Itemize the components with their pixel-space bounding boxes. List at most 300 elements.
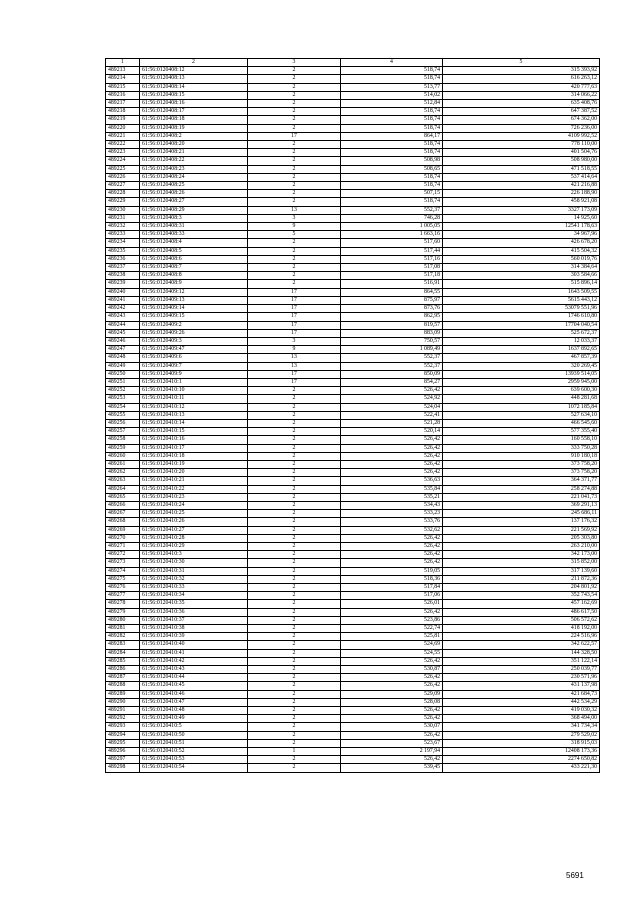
- table-cell: 560 019,76: [443, 255, 600, 263]
- table-cell: 318 915,03: [443, 739, 600, 747]
- table-cell: 250 039,77: [443, 666, 600, 674]
- table-row: [106, 501, 600, 509]
- table-cell: 61:56:0120408:23: [140, 165, 248, 173]
- table-row: [106, 411, 600, 419]
- table-cell: 9: [248, 346, 341, 354]
- table-cell: 526,42: [341, 756, 443, 764]
- table-cell: 61:56:0120410:16: [140, 436, 248, 444]
- table-cell: 2: [248, 469, 341, 477]
- table-cell: 489291: [106, 707, 140, 715]
- table-cell: 489217: [106, 100, 140, 108]
- table-cell: 17: [248, 132, 341, 140]
- table-cell: 518,36: [341, 575, 443, 583]
- table-cell: 526,42: [341, 387, 443, 395]
- table-cell: 489258: [106, 436, 140, 444]
- table-cell: 528,08: [341, 698, 443, 706]
- table-cell: 2: [248, 584, 341, 592]
- table-cell: 17: [248, 321, 341, 329]
- table-cell: 489248: [106, 354, 140, 362]
- table-cell: 489232: [106, 223, 140, 231]
- table-cell: 61:56:0120410:1: [140, 378, 248, 386]
- table-cell: 1 005,05: [341, 223, 443, 231]
- table-cell: 2: [248, 526, 341, 534]
- table-row: [106, 567, 600, 575]
- table-cell: 61:56:0120409:26: [140, 329, 248, 337]
- table-cell: 61:56:0120408:19: [140, 124, 248, 132]
- table-cell: 17: [248, 313, 341, 321]
- table-cell: 61:56:0120410:10: [140, 387, 248, 395]
- table-cell: 13: [248, 354, 341, 362]
- table-cell: 2: [248, 723, 341, 731]
- table-cell: 489239: [106, 280, 140, 288]
- table-cell: 61:56:0120410:25: [140, 510, 248, 518]
- table-cell: 61:56:0120410:46: [140, 690, 248, 698]
- table-cell: 489297: [106, 756, 140, 764]
- table-cell: 137 176,32: [443, 518, 600, 526]
- table-cell: 489270: [106, 534, 140, 542]
- table-cell: 61:56:0120410:30: [140, 559, 248, 567]
- table-cell: 533,23: [341, 510, 443, 518]
- table-cell: 864,55: [341, 288, 443, 296]
- table-row: [106, 542, 600, 550]
- table-cell: 674 362,00: [443, 116, 600, 124]
- table-cell: 526,42: [341, 444, 443, 452]
- table-cell: 1072 185,84: [443, 403, 600, 411]
- table-cell: 2: [248, 100, 341, 108]
- table-cell: 314 384,64: [443, 264, 600, 272]
- page-number: 5691: [566, 871, 584, 880]
- table-cell: 61:56:0120408:15: [140, 91, 248, 99]
- table-body: [106, 67, 600, 772]
- table-cell: 3: [248, 214, 341, 222]
- table-cell: 489247: [106, 346, 140, 354]
- table-cell: 61:56:0120408:5: [140, 247, 248, 255]
- header-cell-4: 4: [341, 59, 443, 67]
- table-cell: 489294: [106, 731, 140, 739]
- header-cell-2: 2: [140, 59, 248, 67]
- table-cell: 2: [248, 452, 341, 460]
- table-row: [106, 182, 600, 190]
- table-row: [106, 641, 600, 649]
- table-cell: 910 180,18: [443, 452, 600, 460]
- table-cell: 2: [248, 239, 341, 247]
- table-cell: 61:56:0120408:7: [140, 264, 248, 272]
- table-cell: 508,98: [341, 157, 443, 165]
- table-cell: 12 033,37: [443, 337, 600, 345]
- table-row: [106, 756, 600, 764]
- table-cell: 489240: [106, 288, 140, 296]
- table-cell: 489278: [106, 600, 140, 608]
- table-cell: 489266: [106, 501, 140, 509]
- table-cell: 2: [248, 674, 341, 682]
- table-cell: 2: [248, 715, 341, 723]
- table-cell: 61:56:0120410:36: [140, 608, 248, 616]
- table-cell: 489287: [106, 674, 140, 682]
- table-cell: 523,67: [341, 739, 443, 747]
- table-row: [106, 141, 600, 149]
- table-row: [106, 190, 600, 198]
- table-cell: 526,42: [341, 551, 443, 559]
- table-cell: 526,42: [341, 682, 443, 690]
- table-row: [106, 510, 600, 518]
- table-cell: 489268: [106, 518, 140, 526]
- table-cell: 3327 173,09: [443, 206, 600, 214]
- table-cell: 17: [248, 378, 341, 386]
- table-cell: 369 291,13: [443, 501, 600, 509]
- table-cell: 1: [248, 748, 341, 756]
- table-row: [106, 723, 600, 731]
- table-row: [106, 575, 600, 583]
- table-cell: 489277: [106, 592, 140, 600]
- table-cell: 2: [248, 387, 341, 395]
- table-cell: 2274 650,82: [443, 756, 600, 764]
- table-cell: 61:56:0120408:20: [140, 141, 248, 149]
- table-cell: 13: [248, 206, 341, 214]
- table-cell: 526,42: [341, 657, 443, 665]
- table-cell: 61:56:0120410:49: [140, 715, 248, 723]
- table-cell: 489246: [106, 337, 140, 345]
- table-row: [106, 674, 600, 682]
- table-row: [106, 255, 600, 263]
- table-cell: 245 686,11: [443, 510, 600, 518]
- table-cell: 61:56:0120409:12: [140, 288, 248, 296]
- table-cell: 522,74: [341, 625, 443, 633]
- table-row: [106, 91, 600, 99]
- table-row: [106, 247, 600, 255]
- table-row: [106, 592, 600, 600]
- table-row: [106, 428, 600, 436]
- table-cell: 518,74: [341, 173, 443, 181]
- table-cell: 520,14: [341, 428, 443, 436]
- table-cell: 2: [248, 657, 341, 665]
- table-cell: 489218: [106, 108, 140, 116]
- table-cell: 647 387,52: [443, 108, 600, 116]
- data-table: [105, 58, 600, 773]
- table-cell: 489252: [106, 387, 140, 395]
- table-row: [106, 362, 600, 370]
- table-cell: 226 188,90: [443, 190, 600, 198]
- table-cell: 2: [248, 559, 341, 567]
- table-row: [106, 116, 600, 124]
- table-cell: 17: [248, 296, 341, 304]
- table-row: [106, 534, 600, 542]
- table-cell: 526,42: [341, 534, 443, 542]
- table-cell: 61:56:0120409:13: [140, 296, 248, 304]
- table-cell: 2: [248, 108, 341, 116]
- table-cell: 2: [248, 600, 341, 608]
- table-row: [106, 296, 600, 304]
- table-cell: 489224: [106, 157, 140, 165]
- header-row: [106, 59, 600, 67]
- table-cell: 489236: [106, 255, 140, 263]
- table-row: [106, 223, 600, 231]
- table-cell: 61:56:0120410:37: [140, 616, 248, 624]
- table-cell: 519,05: [341, 567, 443, 575]
- table-cell: 2: [248, 493, 341, 501]
- table-cell: 526,42: [341, 674, 443, 682]
- table-cell: 426 678,20: [443, 239, 600, 247]
- table-cell: 526,42: [341, 559, 443, 567]
- table-cell: 489293: [106, 723, 140, 731]
- table-cell: 524,92: [341, 395, 443, 403]
- table-cell: 5615 443,12: [443, 296, 600, 304]
- table-cell: 368 494,00: [443, 715, 600, 723]
- table-cell: 850,09: [341, 370, 443, 378]
- table-cell: 2: [248, 616, 341, 624]
- table-row: [106, 649, 600, 657]
- table-row: [106, 272, 600, 280]
- table-cell: 489228: [106, 190, 140, 198]
- table-row: [106, 739, 600, 747]
- table-cell: 489272: [106, 551, 140, 559]
- table-row: [106, 625, 600, 633]
- table-cell: 17: [248, 305, 341, 313]
- table-cell: 526,42: [341, 436, 443, 444]
- table-cell: 635 408,76: [443, 100, 600, 108]
- table-cell: 1 089,49: [341, 346, 443, 354]
- table-cell: 2: [248, 731, 341, 739]
- table-cell: 442 534,29: [443, 698, 600, 706]
- table-cell: 61:56:0120410:45: [140, 682, 248, 690]
- table-cell: 13939 514,05: [443, 370, 600, 378]
- table-cell: 2: [248, 149, 341, 157]
- table-cell: 489263: [106, 477, 140, 485]
- table-cell: 61:56:0120408:29: [140, 206, 248, 214]
- table-cell: 854,27: [341, 378, 443, 386]
- table-cell: 875,97: [341, 296, 443, 304]
- table-cell: 526,01: [341, 600, 443, 608]
- table-cell: 61:56:0120409:14: [140, 305, 248, 313]
- table-cell: 61:56:0120410:52: [140, 748, 248, 756]
- table-cell: 489281: [106, 625, 140, 633]
- table-cell: 5: [248, 231, 341, 239]
- table-cell: 489230: [106, 206, 140, 214]
- table-row: [106, 346, 600, 354]
- table-cell: 61:56:0120410:32: [140, 575, 248, 583]
- table-cell: 317 139,60: [443, 567, 600, 575]
- table-cell: 419 030,32: [443, 707, 600, 715]
- table-cell: 489237: [106, 264, 140, 272]
- table-row: [106, 264, 600, 272]
- table-cell: 517,60: [341, 239, 443, 247]
- table-cell: 61:56:0120410:53: [140, 756, 248, 764]
- table-cell: 489244: [106, 321, 140, 329]
- table-cell: 532,62: [341, 526, 443, 534]
- table-cell: 61:56:0120410:5: [140, 723, 248, 731]
- table-cell: 489292: [106, 715, 140, 723]
- table-cell: 61:56:0120408:14: [140, 83, 248, 91]
- table-cell: 61:56:0120408:21: [140, 149, 248, 157]
- table-cell: 61:56:0120410:28: [140, 534, 248, 542]
- table-cell: 518,74: [341, 67, 443, 75]
- table-cell: 144 328,50: [443, 649, 600, 657]
- table-cell: 34 967,96: [443, 231, 600, 239]
- table-row: [106, 329, 600, 337]
- table-cell: 489242: [106, 305, 140, 313]
- table-row: [106, 83, 600, 91]
- table-cell: 373 758,20: [443, 469, 600, 477]
- table-row: [106, 206, 600, 214]
- table-cell: 4109 992,52: [443, 132, 600, 140]
- table-cell: 486 617,50: [443, 608, 600, 616]
- table-cell: 421 216,88: [443, 182, 600, 190]
- table-cell: 527 634,10: [443, 411, 600, 419]
- table-row: [106, 682, 600, 690]
- table-cell: 489222: [106, 141, 140, 149]
- table-row: [106, 764, 600, 772]
- table-row: [106, 149, 600, 157]
- table-cell: 61:56:0120409:6: [140, 354, 248, 362]
- table-cell: 61:56:0120410:13: [140, 411, 248, 419]
- table-cell: 2: [248, 444, 341, 452]
- table-cell: 61:56:0120408:33: [140, 231, 248, 239]
- table-cell: 61:56:0120408:6: [140, 255, 248, 263]
- table-cell: 61:56:0120410:38: [140, 625, 248, 633]
- table-cell: 639 600,30: [443, 387, 600, 395]
- table-cell: 489213: [106, 67, 140, 75]
- table-cell: 517,84: [341, 584, 443, 592]
- table-row: [106, 633, 600, 641]
- table-cell: 535,21: [341, 493, 443, 501]
- table-cell: 489276: [106, 584, 140, 592]
- table-cell: 864,17: [341, 132, 443, 140]
- table-cell: 2 197,94: [341, 748, 443, 756]
- table-cell: 489221: [106, 132, 140, 140]
- table-cell: 2: [248, 255, 341, 263]
- table-cell: 1746 610,80: [443, 313, 600, 321]
- table-cell: 2: [248, 510, 341, 518]
- table-cell: 61:56:0120410:22: [140, 485, 248, 493]
- table-cell: 489219: [106, 116, 140, 124]
- table-cell: 524,69: [341, 641, 443, 649]
- table-header: [106, 59, 600, 67]
- table-cell: 14 925,60: [443, 214, 600, 222]
- table-cell: 61:56:0120408:26: [140, 190, 248, 198]
- table-cell: 61:56:0120410:26: [140, 518, 248, 526]
- header-cell-5: 5: [443, 59, 600, 67]
- table-cell: 61:56:0120408:12: [140, 67, 248, 75]
- table-cell: 2: [248, 625, 341, 633]
- table-cell: 61:56:0120410:17: [140, 444, 248, 452]
- table-cell: 489265: [106, 493, 140, 501]
- table-cell: 512,84: [341, 100, 443, 108]
- table-cell: 518,74: [341, 108, 443, 116]
- table-row: [106, 452, 600, 460]
- table-cell: 61:56:0120409:2: [140, 321, 248, 329]
- table-cell: 552,37: [341, 206, 443, 214]
- table-row: [106, 67, 600, 75]
- table-cell: 61:56:0120410:27: [140, 526, 248, 534]
- table-cell: 61:56:0120410:31: [140, 567, 248, 575]
- table-cell: 2: [248, 198, 341, 206]
- table-cell: 517,16: [341, 255, 443, 263]
- table-cell: 230 571,96: [443, 674, 600, 682]
- table-cell: 489220: [106, 124, 140, 132]
- table-cell: 351 122,14: [443, 657, 600, 665]
- table-cell: 2: [248, 272, 341, 280]
- table-cell: 467 857,39: [443, 354, 600, 362]
- table-row: [106, 280, 600, 288]
- table-cell: 2: [248, 485, 341, 493]
- table-cell: 373 758,20: [443, 460, 600, 468]
- table-cell: 529,09: [341, 690, 443, 698]
- table-cell: 2: [248, 501, 341, 509]
- table-cell: 518,74: [341, 124, 443, 132]
- table-cell: 489216: [106, 91, 140, 99]
- table-cell: 507,15: [341, 190, 443, 198]
- table-cell: 489255: [106, 411, 140, 419]
- header-cell-3: 3: [248, 59, 341, 67]
- table-cell: 61:56:0120408:13: [140, 75, 248, 83]
- table-cell: 352 743,54: [443, 592, 600, 600]
- table-cell: 61:56:0120408:17: [140, 108, 248, 116]
- table-cell: 2: [248, 698, 341, 706]
- table-cell: 746,28: [341, 214, 443, 222]
- table-cell: 61:56:0120410:42: [140, 657, 248, 665]
- table-cell: 61:56:0120410:51: [140, 739, 248, 747]
- table-row: [106, 370, 600, 378]
- table-cell: 2: [248, 157, 341, 165]
- table-cell: 2: [248, 633, 341, 641]
- table-cell: 489238: [106, 272, 140, 280]
- table-row: [106, 444, 600, 452]
- table-cell: 489215: [106, 83, 140, 91]
- table-cell: 2: [248, 542, 341, 550]
- table-cell: 489250: [106, 370, 140, 378]
- table-cell: 160 558,10: [443, 436, 600, 444]
- table-cell: 526,42: [341, 715, 443, 723]
- table-cell: 489231: [106, 214, 140, 222]
- table-cell: 61:56:0120408:2: [140, 132, 248, 140]
- table-cell: 471 518,55: [443, 165, 600, 173]
- table-row: [106, 600, 600, 608]
- table-row: [106, 551, 600, 559]
- table-cell: 17704 040,54: [443, 321, 600, 329]
- table-row: [106, 132, 600, 140]
- table-cell: 489284: [106, 649, 140, 657]
- table-row: [106, 108, 600, 116]
- table-cell: 537 414,64: [443, 173, 600, 181]
- table-cell: 221 569,92: [443, 526, 600, 534]
- table-row: [106, 608, 600, 616]
- table-cell: 2: [248, 67, 341, 75]
- table-cell: 489257: [106, 428, 140, 436]
- table-cell: 221 041,73: [443, 493, 600, 501]
- table-cell: 525 672,37: [443, 329, 600, 337]
- table-cell: 61:56:0120408:25: [140, 182, 248, 190]
- table-row: [106, 493, 600, 501]
- table-cell: 457 162,69: [443, 600, 600, 608]
- table-cell: 315 852,00: [443, 559, 600, 567]
- table-cell: 524,55: [341, 649, 443, 657]
- table-cell: 314 066,22: [443, 91, 600, 99]
- table-cell: 534,43: [341, 501, 443, 509]
- table-cell: 489269: [106, 526, 140, 534]
- table-row: [106, 485, 600, 493]
- table-row: [106, 321, 600, 329]
- table-cell: 61:56:0120410:12: [140, 403, 248, 411]
- table-cell: 489271: [106, 542, 140, 550]
- table-cell: 577 355,40: [443, 428, 600, 436]
- table-cell: 2: [248, 264, 341, 272]
- table-cell: 2: [248, 190, 341, 198]
- table-cell: 522,41: [341, 411, 443, 419]
- header-cell-1: 1: [106, 59, 140, 67]
- table-cell: 518,74: [341, 198, 443, 206]
- table-cell: 2: [248, 477, 341, 485]
- table-cell: 433 221,30: [443, 764, 600, 772]
- table-cell: 862,95: [341, 313, 443, 321]
